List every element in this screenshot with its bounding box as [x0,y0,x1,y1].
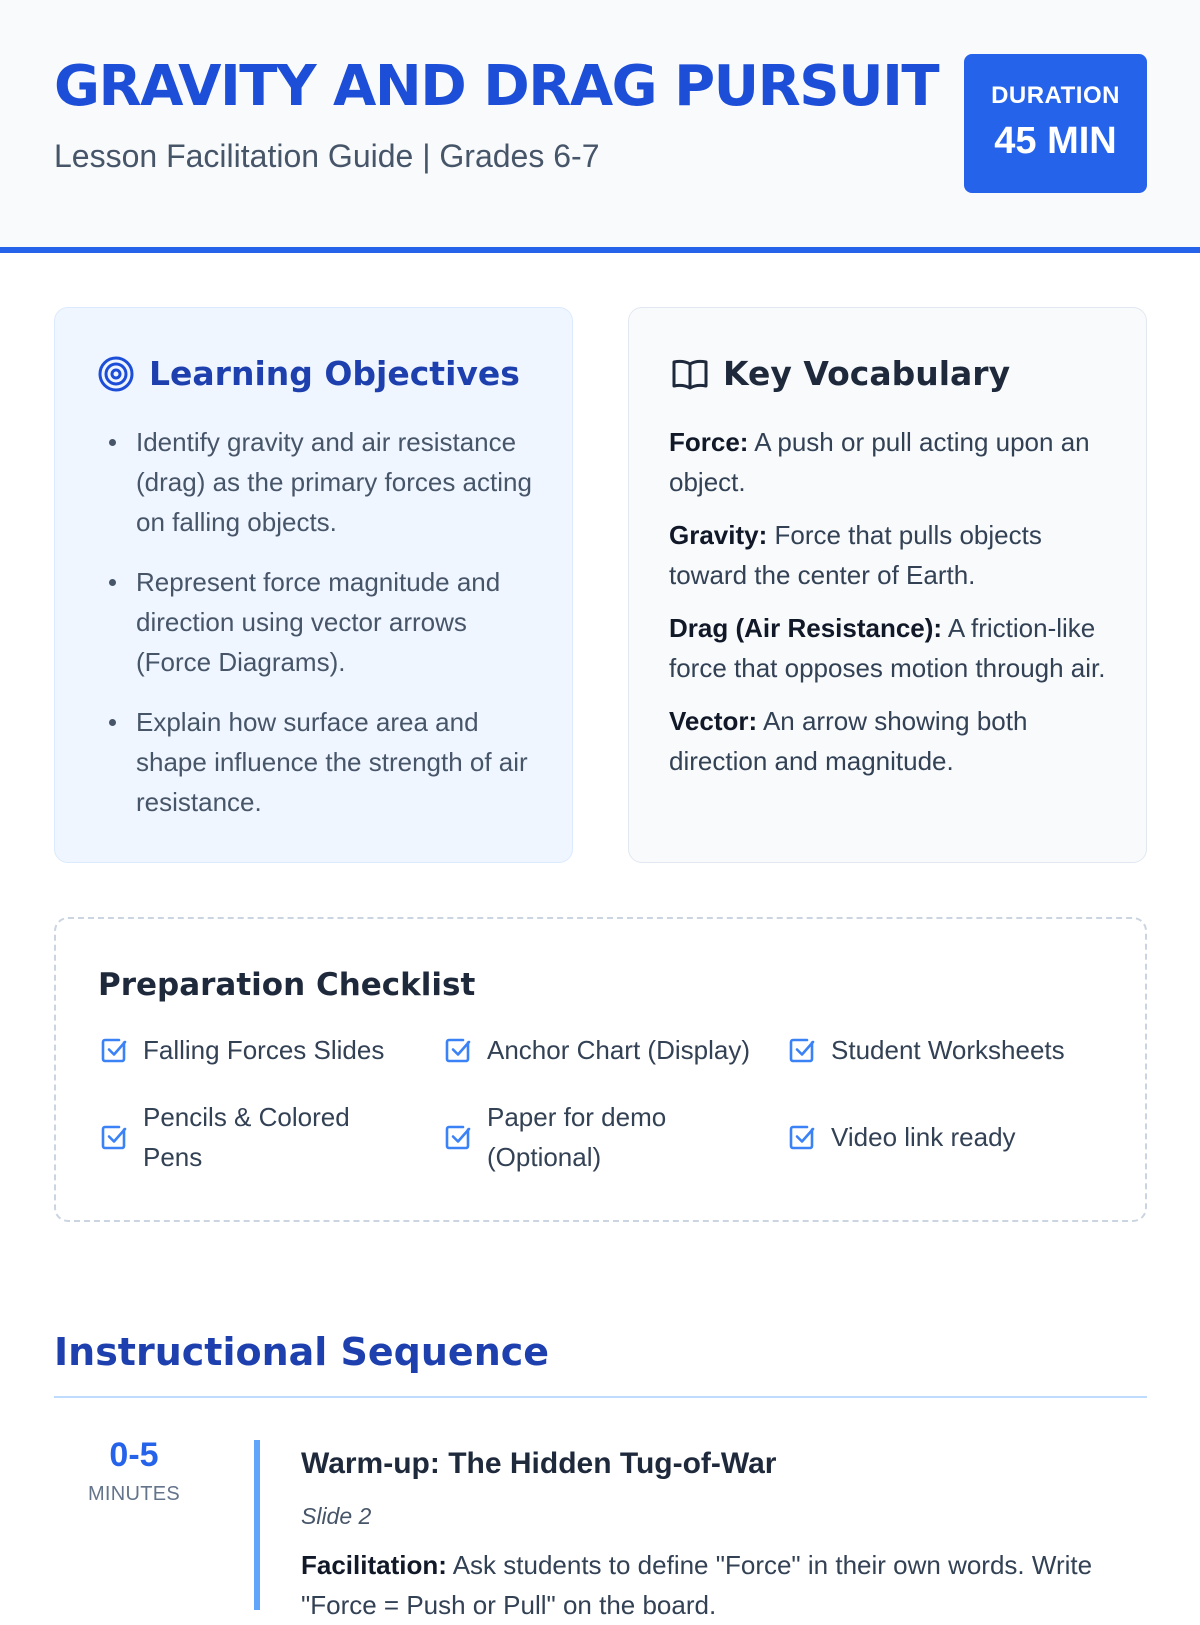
vocabulary-item [669,422,1121,502]
learning-objectives-title: Learning Objectives [149,354,520,393]
checkbox-icon [442,1121,474,1153]
duration-value: 45 MIN [994,120,1117,162]
vocabulary-term: Force: [669,427,749,457]
preparation-checklist [54,917,1147,1222]
checklist-item[interactable] [786,1030,1106,1070]
page-title: GRAVITY AND DRAG PURSUIT [54,54,939,119]
checkbox-icon [786,1121,818,1153]
key-vocabulary-title: Key Vocabulary [723,354,1011,393]
objective-item: Represent force magnitude and direction using vector arrows (Force Diagrams). [109,562,549,682]
checklist-item-label: Pencils & Colored Pens [143,1102,350,1172]
instructional-sequence-title: Instructional Sequence [54,1330,550,1374]
target-icon [97,355,135,393]
step-time-range: 0-5 [109,1436,159,1474]
vocabulary-term: Gravity: [669,520,768,550]
step-time-unit: MINUTES [87,1483,181,1505]
step-time [70,1436,198,1506]
vocabulary-definition: Force that pulls objects toward the center of Earth. [669,520,1042,590]
vocabulary-definition: A push or pull acting upon an object. [669,427,1090,497]
page-header [0,0,1200,253]
objectives-list [109,422,549,842]
learning-objectives-card [54,307,573,863]
step-title: Warm-up: The Hidden Tug-of-War [301,1447,777,1480]
checklist-item-label: Video link ready [831,1122,1016,1152]
book-open-icon [671,355,709,393]
vocabulary-term: Vector: [669,706,758,736]
checklist-item-label: Paper for demo (Optional) [487,1102,667,1172]
checkbox-icon [98,1121,130,1153]
vocabulary-definition: An arrow showing both direction and magnitude. [669,706,1028,776]
step-facilitation-body: Ask students to define "Force" in their own words. Write "Force = Push or Pull" on the board. [301,1550,1093,1620]
checklist-item[interactable] [442,1097,702,1177]
preparation-checklist-title: Preparation Checklist [98,967,476,1003]
timeline-bar [254,1440,260,1610]
checklist-item[interactable] [98,1097,358,1177]
checklist-item-label: Anchor Chart (Display) [487,1035,750,1065]
checklist-item-label: Student Worksheets [831,1035,1065,1065]
vocabulary-item [669,701,1121,781]
vocabulary-definition: A friction-like force that opposes motion through air. [669,613,1106,683]
duration-badge [964,54,1147,193]
checkbox-icon [786,1034,818,1066]
key-vocabulary-header [671,354,1010,393]
sequence-step [301,1444,1151,1625]
vocabulary-term: Drag (Air Resistance): [669,613,943,643]
section-divider [54,1396,1147,1398]
checklist-item[interactable] [786,1117,1106,1157]
checkbox-icon [98,1034,130,1066]
vocabulary-list [669,422,1121,794]
checklist-item-label: Falling Forces Slides [143,1035,385,1065]
key-vocabulary-card [628,307,1147,863]
vocabulary-item [669,608,1121,688]
step-slide-reference: Slide 2 [301,1503,372,1529]
vocabulary-item [669,515,1121,595]
learning-objectives-header [97,354,520,393]
objective-item: Identify gravity and air resistance (drag) as the primary forces acting on falling objects. [109,422,549,542]
checklist-item[interactable] [442,1030,762,1070]
objective-item: Explain how surface area and shape influence the strength of air resistance. [109,702,549,822]
checklist-item[interactable] [98,1030,418,1070]
checkbox-icon [442,1034,474,1066]
step-facilitation-text [301,1545,1151,1625]
step-facilitation-label: Facilitation: [301,1550,447,1580]
page-subtitle: Lesson Facilitation Guide | Grades 6-7 [54,138,600,174]
duration-label: DURATION [991,82,1120,109]
